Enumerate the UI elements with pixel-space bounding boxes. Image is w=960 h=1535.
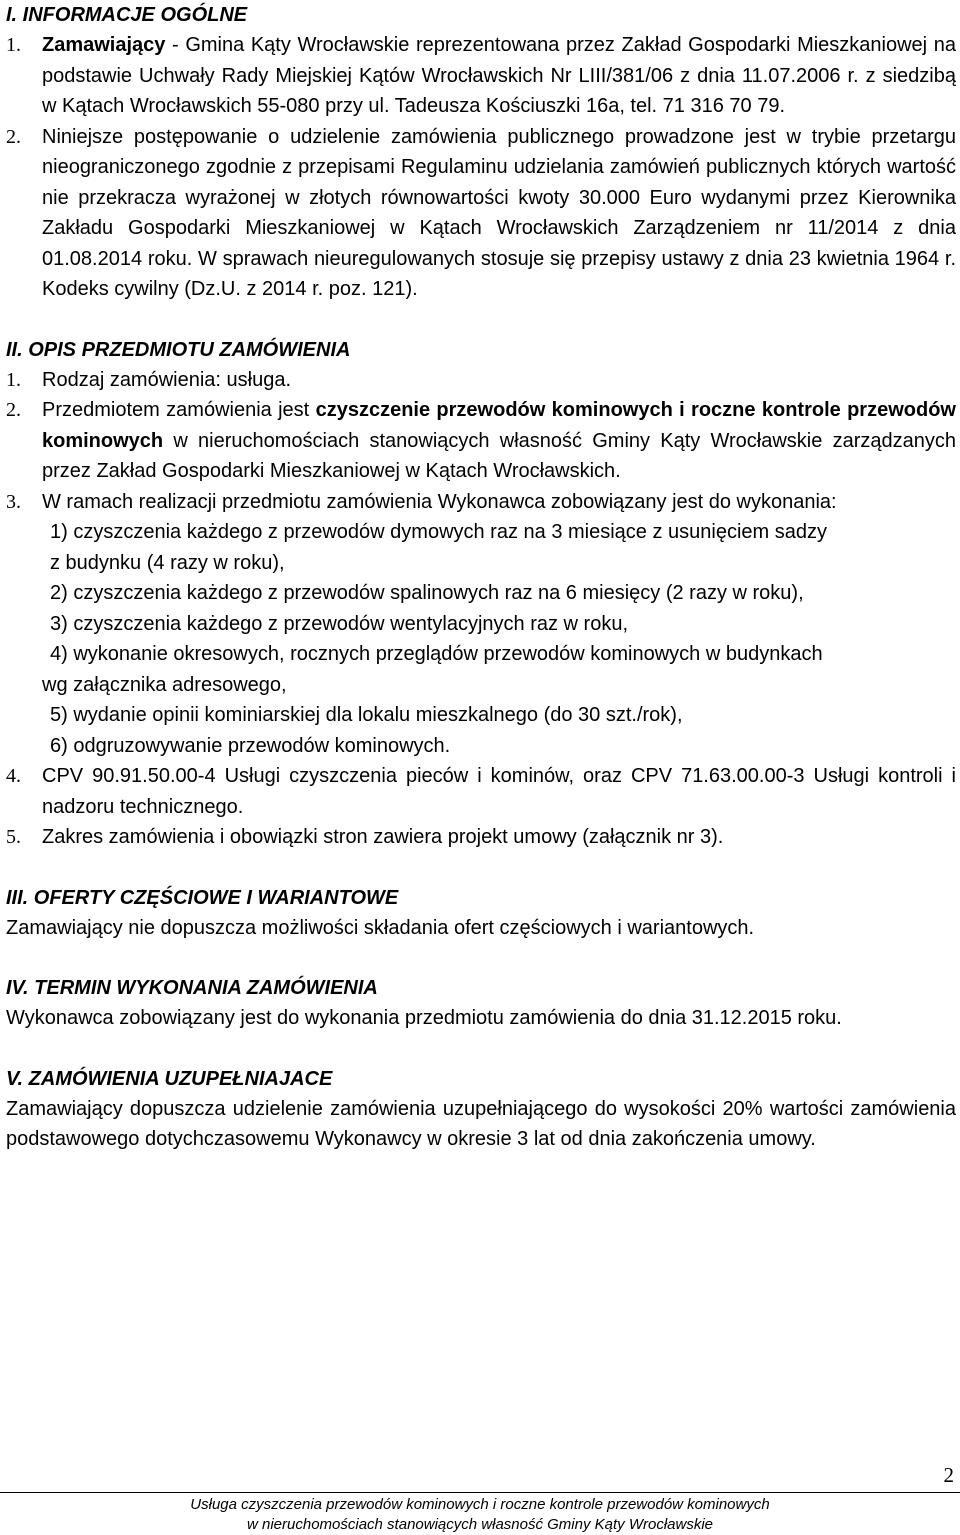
sub-item: 2) czyszczenia każdego z przewodów spalinowych raz na 6 miesięcy (2 razy w roku), bbox=[50, 582, 804, 604]
sub-item: 3) czyszczenia każdego z przewodów wentylacyjnych raz w roku, bbox=[50, 612, 629, 635]
item-text-post: w nieruchomościach stanowiących własność Gminy Kąty Wrocławskie zarządzanych przez Zakład Gospodarki Mieszkaniowej w Kątach Wrocławskich. bbox=[42, 429, 956, 482]
item-text: Zakres zamówienia i obowiązki stron zawiera projekt umowy (załącznik nr 3). bbox=[42, 826, 724, 848]
page-number: 2 bbox=[943, 1463, 954, 1487]
list-item bbox=[6, 122, 956, 305]
footer-line: Usługa czyszczenia przewodów kominowych i roczne kontrole przewodów kominowych bbox=[190, 1496, 770, 1513]
section-heading-completion-term: IV. TERMIN WYKONANIA ZAMÓWIENIA bbox=[6, 977, 378, 999]
item-text: CPV 90.91.50.00-4 Usługi czyszczenia pieców i kominów, oraz CPV 71.63.00.00-3 Usługi kontroli i nadzoru technicznego. bbox=[42, 765, 956, 818]
item-number: 1. bbox=[6, 34, 21, 56]
footer-line: w nieruchomościach stanowiących własność Gminy Kąty Wrocławskie bbox=[247, 1516, 713, 1533]
item-text: Niniejsze postępowanie o udzielenie zamówienia publicznego prowadzone jest w trybie przetargu nieograniczonego zgodnie z przepisami Regulaminu udzielania zamówień publicznych których wartość nie przekracza wyrażonej w złotych równowartości kwoty 30.000 Euro wydanymi przez Kierownika Zakładu Gospodarki Mieszkaniowej w Kątach Wrocławskich Zarządzeniem nr 11/2014 z dnia 01.08.2014 roku. W sprawach nieuregulowanych stosuje się przepisy ustawy z dnia 23 kwietnia 1964 r. Kodeks cywilny (Dz.U. z 2014 r. poz. 121). bbox=[42, 125, 956, 300]
item-number: 2. bbox=[6, 125, 21, 148]
item-number: 5. bbox=[6, 826, 21, 848]
sub-item: 1) czyszczenia każdego z przewodów dymowych raz na 3 miesiące z usunięciem sadzy bbox=[50, 521, 828, 543]
sub-item-continuation: z budynku (4 razy w roku), bbox=[50, 551, 285, 574]
item-text: W ramach realizacji przedmiotu zamówienia Wykonawca zobowiązany jest do wykonania: bbox=[42, 490, 837, 513]
page-footer bbox=[0, 1492, 960, 1535]
list-item bbox=[6, 822, 956, 853]
item-text-bold: czyszczenie przewodów kominowych i roczne kontrole przewodów kominowych bbox=[42, 399, 956, 452]
contracting-authority-label: Zamawiający bbox=[42, 34, 166, 56]
section-heading-general-info: I. INFORMACJE OGÓLNE bbox=[6, 4, 248, 26]
section-heading-supplementary-orders: V. ZAMÓWIENIA UZUPEŁNIAJACE bbox=[6, 1067, 333, 1090]
spacer bbox=[6, 943, 956, 973]
item-number: 1. bbox=[6, 368, 21, 391]
document-content bbox=[6, 0, 956, 1155]
section-text: Zamawiający dopuszcza udzielenie zamówienia uzupełniającego do wysokości 20% wartości zamówienia podstawowego dotychczasowemu Wykonawcy w okresie 3 lat od dnia zakończenia umowy. bbox=[6, 1097, 956, 1150]
spacer bbox=[6, 305, 956, 335]
item-number: 3. bbox=[6, 490, 21, 513]
spacer bbox=[6, 1034, 956, 1064]
item-number: 4. bbox=[6, 765, 21, 787]
list-item bbox=[6, 365, 956, 396]
section-text: Wykonawca zobowiązany jest do wykonania przedmiotu zamówienia do dnia 31.12.2015 roku. bbox=[6, 1007, 842, 1029]
section-heading-order-description: II. OPIS PRZEDMIOTU ZAMÓWIENIA bbox=[6, 338, 351, 361]
list-item bbox=[6, 395, 956, 487]
sub-item: 6) odgruzowywanie przewodów kominowych. bbox=[50, 734, 451, 757]
sub-item: 5) wydanie opinii kominiarskiej dla lokalu mieszkalnego (do 30 szt./rok), bbox=[50, 704, 683, 726]
spacer bbox=[6, 853, 956, 883]
sub-item: 4) wykonanie okresowych, rocznych przeglądów przewodów kominowych w budynkach bbox=[50, 643, 823, 665]
section-text: Zamawiający nie dopuszcza możliwości składania ofert częściowych i wariantowych. bbox=[6, 916, 755, 939]
contracting-authority-text: - Gmina Kąty Wrocławskie reprezentowana przez Zakład Gospodarki Mieszkaniowej na podstawie Uchwały Rady Miejskiej Kątów Wrocławskich Nr LIII/381/06 z dnia 11.07.2006 r. z siedzibą w Kątach Wrocławskich 55-080 przy ul. Tadeusza Kościuszki 16a, tel. 71 316 70 79. bbox=[42, 34, 956, 117]
list-item bbox=[6, 30, 956, 122]
item-text bbox=[42, 30, 956, 122]
item-text: Rodzaj zamówienia: usługa. bbox=[42, 368, 292, 391]
item-text-pre: Przedmiotem zamówienia jest bbox=[42, 399, 316, 421]
list-item bbox=[6, 487, 956, 518]
list-item bbox=[6, 761, 956, 822]
item-number: 2. bbox=[6, 399, 21, 421]
sub-item-continuation: wg załącznika adresowego, bbox=[42, 673, 287, 696]
section-heading-partial-offers: III. OFERTY CZĘŚCIOWE I WARIANTOWE bbox=[6, 886, 399, 909]
item-text bbox=[42, 395, 956, 487]
